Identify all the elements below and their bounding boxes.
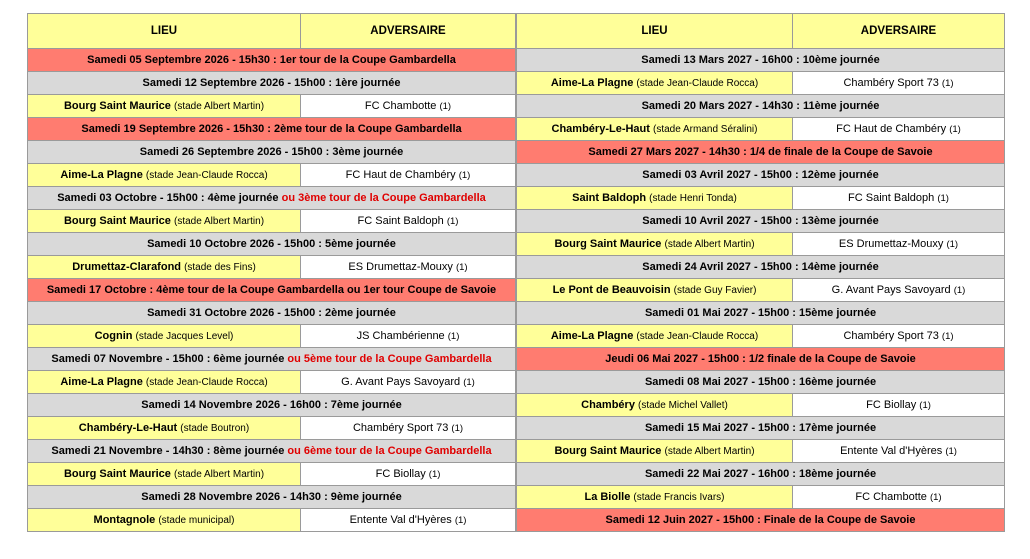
date-text: Samedi 14 Novembre 2026 - 16h00 : 7ème journée: [141, 399, 402, 411]
date-text: Samedi 28 Novembre 2026 - 14h30 : 9ème journée: [141, 491, 402, 503]
stadium-name: (stade Jean-Claude Rocca): [145, 170, 268, 181]
footnote-marker: (1): [945, 446, 957, 457]
schedule: [27, 13, 1003, 532]
stadium-name: (stade Albert Martin): [173, 216, 265, 227]
match-row: [517, 279, 1005, 302]
opponent-name: ES Drumettaz-Mouxy: [838, 238, 944, 250]
date-row: [28, 141, 516, 164]
stadium-name: (stade Jean-Claude Rocca): [145, 377, 268, 388]
venue-name: Aime-La Plagne: [550, 330, 634, 342]
date-row: [28, 348, 516, 371]
cup-date-cell: [28, 279, 516, 302]
date-text: Samedi 31 Octobre 2026 - 15h00 : 2ème journée: [147, 307, 396, 319]
opponent-cell: [301, 371, 516, 394]
footnote-marker: (1): [929, 492, 942, 503]
alternate-cup-text: ou 5ème tour de la Coupe Gambardella: [287, 353, 492, 365]
date-row: [28, 394, 516, 417]
match-row: [517, 72, 1005, 95]
date-text: Samedi 12 Juin 2027 - 15h00 : Finale de la Coupe de Savoie: [605, 514, 916, 526]
venue-cell: [517, 325, 793, 348]
opponent-cell: [301, 210, 516, 233]
venue-name: Cognin: [94, 330, 133, 342]
stadium-name: (stade Jean-Claude Rocca): [636, 78, 759, 89]
venue-cell: [28, 164, 301, 187]
stadium-name: (stade des Fins): [184, 262, 256, 273]
league-date-cell: [517, 49, 1005, 72]
date-text: Samedi 12 Septembre 2026 - 15h00 : 1ère journée: [142, 77, 401, 89]
league-date-cell: [28, 440, 516, 463]
date-row: [517, 210, 1005, 233]
league-date-cell: [517, 164, 1005, 187]
date-row: [28, 72, 516, 95]
venue-name: Drumettaz-Clarafond: [72, 261, 182, 273]
venue-cell: [517, 72, 793, 95]
date-text: Samedi 03 Avril 2027 - 15h00 : 12ème journée: [642, 169, 879, 181]
league-date-cell: [28, 72, 516, 95]
opponent-cell: [793, 279, 1005, 302]
date-row: [517, 302, 1005, 325]
opponent-cell: [301, 95, 516, 118]
date-row: [517, 164, 1005, 187]
venue-name: Bourg Saint Maurice: [63, 468, 171, 480]
stadium-name: (stade Jacques Level): [135, 331, 234, 342]
opponent-name: Chambéry Sport 73: [843, 77, 939, 89]
stadium-name: (stade Francis Ivars): [633, 492, 725, 503]
cup-date-cell: [28, 49, 516, 72]
stadium-name: (stade Jean-Claude Rocca): [636, 331, 759, 342]
opponent-name: FC Biollay: [866, 399, 917, 411]
league-date-cell: [517, 256, 1005, 279]
match-row: [28, 325, 516, 348]
date-row: [517, 417, 1005, 440]
date-row: [28, 118, 516, 141]
venue-cell: [517, 440, 793, 463]
stadium-name: (stade Albert Martin): [664, 239, 755, 250]
opponent-cell: [301, 509, 516, 532]
schedule-table-right: [516, 13, 1005, 532]
opponent-name: Entente Val d'Hyères: [349, 514, 452, 526]
venue-name: La Biolle: [584, 491, 631, 503]
footnote-marker: (1): [428, 469, 441, 480]
date-text: Samedi 15 Mai 2027 - 15h00 : 17ème journée: [644, 422, 877, 434]
date-text: Samedi 17 Octobre : 4ème tour de la Coupe Gambardella ou 1er tour Coupe de Savoie: [46, 284, 497, 296]
league-date-cell: [28, 141, 516, 164]
opponent-name: G. Avant Pays Savoyard: [831, 284, 951, 296]
league-date-cell: [28, 233, 516, 256]
opponent-name: G. Avant Pays Savoyard: [341, 376, 461, 388]
stadium-name: (stade Boutron): [180, 423, 250, 434]
match-row: [28, 371, 516, 394]
league-date-cell: [517, 210, 1005, 233]
opponent-cell: [793, 187, 1005, 210]
opponent-name: Entente Val d'Hyères: [840, 445, 943, 457]
venue-name: Bourg Saint Maurice: [554, 445, 662, 457]
venue-cell: [517, 187, 793, 210]
cup-date-cell: [517, 348, 1005, 371]
match-row: [28, 95, 516, 118]
date-text: Samedi 21 Novembre - 14h30 : 8ème journée: [51, 445, 285, 457]
column-header-adversaire: ADVERSAIRE: [793, 14, 1005, 49]
match-row: [28, 463, 516, 486]
venue-cell: [28, 371, 301, 394]
venue-cell: [28, 210, 301, 233]
header-row: [28, 14, 516, 49]
date-row: [517, 371, 1005, 394]
date-text: Samedi 10 Avril 2027 - 15h00 : 13ème journée: [642, 215, 879, 227]
stadium-name: (stade Guy Favier): [673, 285, 757, 296]
venue-cell: [517, 233, 793, 256]
schedule-table-left: [27, 13, 516, 532]
footnote-marker: (1): [447, 331, 460, 342]
opponent-cell: [793, 394, 1005, 417]
date-row: [517, 348, 1005, 371]
opponent-name: Chambéry Sport 73: [352, 422, 449, 434]
venue-name: Aime-La Plagne: [60, 169, 143, 181]
league-date-cell: [517, 463, 1005, 486]
footnote-marker: (1): [946, 239, 959, 250]
cup-date-cell: [28, 118, 516, 141]
date-text: Samedi 01 Mai 2027 - 15h00 : 15ème journée: [644, 307, 877, 319]
date-text: Samedi 22 Mai 2027 - 16h00 : 18ème journée: [644, 468, 877, 480]
date-row: [28, 49, 516, 72]
date-text: Samedi 13 Mars 2027 - 16h00 : 10ème journée: [641, 54, 880, 66]
alternate-cup-text: ou 3ème tour de la Coupe Gambardella: [281, 192, 486, 204]
match-row: [517, 187, 1005, 210]
opponent-name: FC Saint Baldoph: [848, 192, 935, 204]
venue-cell: [28, 509, 301, 532]
venue-cell: [28, 417, 301, 440]
opponent-name: FC Chambotte: [855, 491, 927, 503]
alternate-cup-text: ou 6ème tour de la Coupe Gambardella: [287, 445, 492, 457]
footnote-marker: (1): [451, 423, 464, 434]
league-date-cell: [517, 371, 1005, 394]
league-date-cell: [28, 302, 516, 325]
date-row: [517, 463, 1005, 486]
date-row: [517, 95, 1005, 118]
opponent-cell: [301, 164, 516, 187]
league-date-cell: [28, 486, 516, 509]
opponent-name: Chambéry Sport 73: [843, 330, 939, 342]
league-date-cell: [28, 187, 516, 210]
footnote-marker: (1): [455, 262, 468, 273]
stadium-name: (stade Albert Martin): [173, 101, 265, 112]
match-row: [517, 394, 1005, 417]
opponent-name: FC Haut de Chambéry: [345, 169, 456, 181]
opponent-name: ES Drumettaz-Mouxy: [348, 261, 453, 273]
match-row: [28, 164, 516, 187]
stadium-name: (stade Albert Martin): [664, 446, 755, 457]
opponent-cell: [793, 118, 1005, 141]
venue-cell: [28, 463, 301, 486]
venue-name: Montagnole: [93, 514, 156, 526]
stadium-name: (stade Michel Vallet): [638, 400, 728, 411]
opponent-name: FC Haut de Chambéry: [836, 123, 947, 135]
opponent-cell: [793, 486, 1005, 509]
venue-cell: [517, 118, 793, 141]
cup-date-cell: [517, 509, 1005, 532]
league-date-cell: [28, 394, 516, 417]
footnote-marker: (1): [949, 124, 961, 135]
date-text: Jeudi 06 Mai 2027 - 15h00 : 1/2 finale de la Coupe de Savoie: [605, 353, 916, 365]
header-row: [517, 14, 1005, 49]
footnote-marker: (1): [937, 193, 949, 204]
opponent-cell: [793, 233, 1005, 256]
date-text: Samedi 10 Octobre 2026 - 15h00 : 5ème journée: [147, 238, 396, 250]
venue-name: Le Pont de Beauvoisin: [552, 284, 671, 296]
venue-name: Aime-La Plagne: [60, 376, 143, 388]
date-row: [28, 233, 516, 256]
match-row: [517, 118, 1005, 141]
date-text: Samedi 27 Mars 2027 - 14h30 : 1/4 de finale de la Coupe de Savoie: [588, 146, 933, 158]
match-row: [517, 440, 1005, 463]
column-header-lieu: LIEU: [517, 14, 793, 49]
match-row: [28, 256, 516, 279]
opponent-name: FC Saint Baldoph: [357, 215, 444, 227]
venue-name: Saint Baldoph: [572, 192, 647, 204]
venue-name: Bourg Saint Maurice: [63, 215, 171, 227]
league-date-cell: [517, 417, 1005, 440]
date-row: [28, 440, 516, 463]
cup-date-cell: [517, 141, 1005, 164]
footnote-marker: (1): [439, 101, 452, 112]
date-row: [28, 279, 516, 302]
footnote-marker: (1): [941, 331, 954, 342]
date-row: [517, 256, 1005, 279]
date-text: Samedi 08 Mai 2027 - 15h00 : 16ème journée: [644, 376, 877, 388]
footnote-marker: (1): [919, 400, 931, 411]
opponent-cell: [793, 72, 1005, 95]
stadium-name: (stade Albert Martin): [173, 469, 265, 480]
league-date-cell: [517, 95, 1005, 118]
match-row: [517, 233, 1005, 256]
date-text: Samedi 24 Avril 2027 - 15h00 : 14ème journée: [642, 261, 879, 273]
date-text: Samedi 19 Septembre 2026 - 15h30 : 2ème tour de la Coupe Gambardella: [81, 123, 462, 135]
match-row: [517, 486, 1005, 509]
opponent-cell: [301, 256, 516, 279]
column-header-adversaire: ADVERSAIRE: [301, 14, 516, 49]
date-text: Samedi 26 Septembre 2026 - 15h00 : 3ème journée: [139, 146, 404, 158]
opponent-name: JS Chambérienne: [356, 330, 445, 342]
venue-name: Aime-La Plagne: [550, 77, 634, 89]
venue-cell: [28, 256, 301, 279]
match-row: [517, 325, 1005, 348]
venue-name: Chambéry-Le-Haut: [551, 123, 650, 135]
date-row: [28, 486, 516, 509]
venue-cell: [28, 325, 301, 348]
date-row: [517, 141, 1005, 164]
opponent-cell: [793, 325, 1005, 348]
footnote-marker: (1): [953, 285, 966, 296]
footnote-marker: (1): [458, 170, 471, 181]
league-date-cell: [28, 348, 516, 371]
date-text: Samedi 05 Septembre 2026 - 15h30 : 1er tour de la Coupe Gambardella: [87, 54, 456, 66]
venue-cell: [517, 394, 793, 417]
opponent-cell: [301, 417, 516, 440]
venue-cell: [517, 486, 793, 509]
stadium-name: (stade Armand Séralini): [652, 124, 758, 135]
stadium-name: (stade municipal): [158, 515, 235, 526]
date-row: [28, 187, 516, 210]
date-row: [517, 509, 1005, 532]
date-row: [28, 302, 516, 325]
footnote-marker: (1): [463, 377, 475, 388]
venue-cell: [517, 279, 793, 302]
venue-name: Bourg Saint Maurice: [63, 100, 171, 112]
opponent-cell: [301, 325, 516, 348]
opponent-name: FC Chambotte: [364, 100, 437, 112]
opponent-cell: [301, 463, 516, 486]
date-row: [517, 49, 1005, 72]
league-date-cell: [517, 302, 1005, 325]
stadium-name: (stade Henri Tonda): [649, 193, 737, 204]
match-row: [28, 210, 516, 233]
opponent-name: FC Biollay: [375, 468, 426, 480]
date-text: Samedi 20 Mars 2027 - 14h30 : 11ème journée: [641, 100, 880, 112]
opponent-cell: [793, 440, 1005, 463]
footnote-marker: (1): [941, 78, 954, 89]
date-text: Samedi 03 Octobre - 15h00 : 4ème journée: [57, 192, 279, 204]
footnote-marker: (1): [446, 216, 459, 227]
venue-cell: [28, 95, 301, 118]
column-header-lieu: LIEU: [28, 14, 301, 49]
match-row: [28, 509, 516, 532]
venue-name: Chambéry: [581, 399, 635, 411]
date-text: Samedi 07 Novembre - 15h00 : 6ème journée: [51, 353, 285, 365]
match-row: [28, 417, 516, 440]
footnote-marker: (1): [454, 515, 467, 526]
venue-name: Chambéry-Le-Haut: [78, 422, 178, 434]
venue-name: Bourg Saint Maurice: [554, 238, 662, 250]
